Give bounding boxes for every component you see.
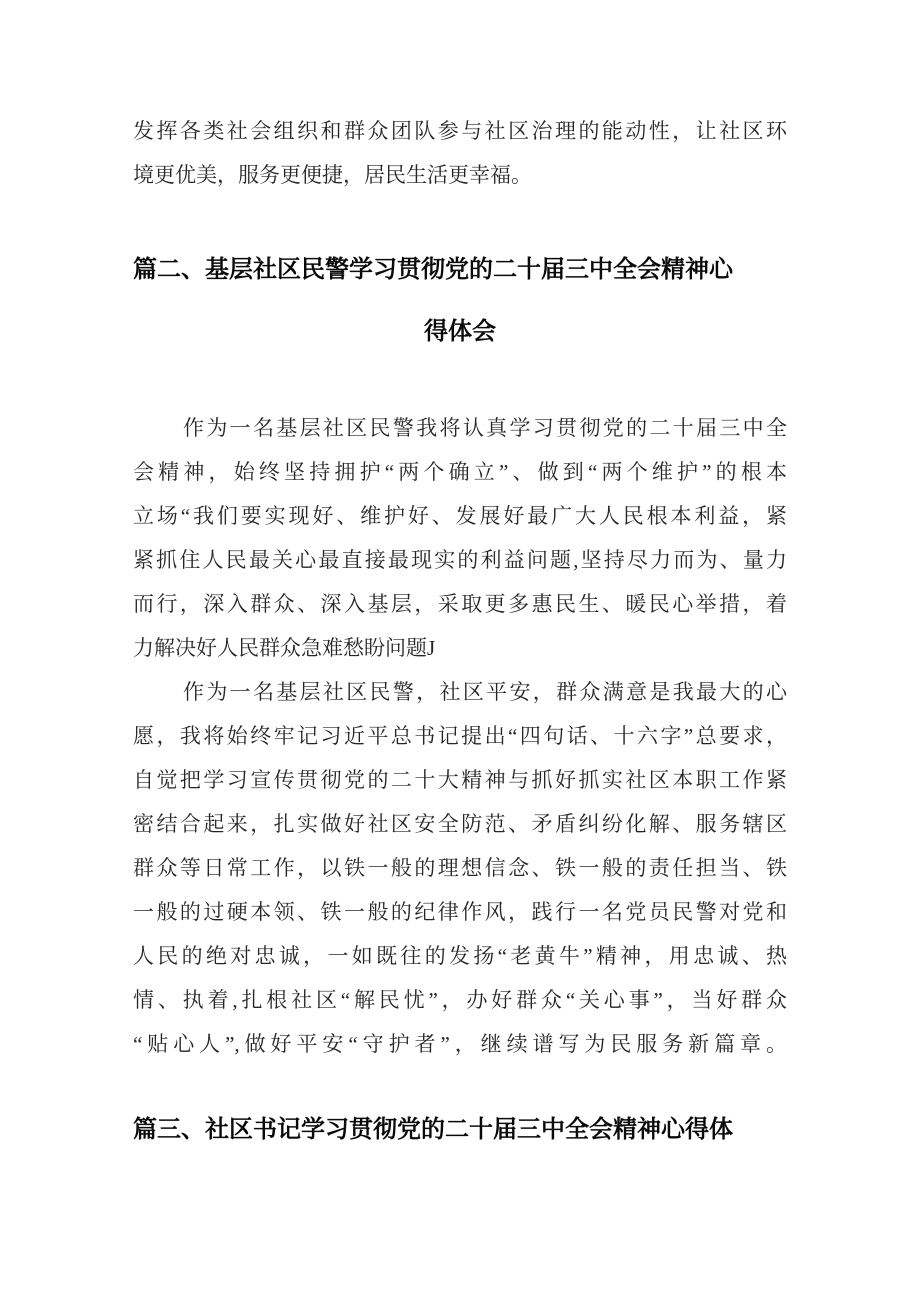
text-line: 紧抓住人民最关心最直接最现实的利益问题,坚持尽力而为、量力: [133, 548, 787, 572]
text-line: 而行，深入群众、深入基层，采取更多惠民生、暖民心举措，着: [133, 592, 787, 616]
section-heading-2: [133, 239, 787, 363]
text-line: 群众等日常工作，以铁一般的理想信念、铁一般的责任担当、铁: [133, 856, 787, 880]
text-line: 自觉把学习宣传贯彻党的二十大精神与抓好抓实社区本职工作紧: [133, 768, 787, 792]
text-line: 发挥各类社会组织和群众团队参与社区治理的能动性，让社区环: [133, 119, 787, 143]
heading-line: 篇三、社区书记学习贯彻党的二十届三中全会精神心得体: [133, 1116, 733, 1143]
paragraph-1: [133, 406, 787, 670]
heading-line: 篇二、基层社区民警学习贯彻党的二十届三中全会精神心: [133, 256, 733, 283]
text-line: 一般的过硬本领、铁一般的纪律作风，践行一名党员民警对党和: [133, 900, 787, 924]
text-line: 作为一名基层社区民警我将认真学习贯彻党的二十届三中全: [183, 416, 787, 440]
heading-line: 得体会: [424, 318, 496, 345]
text-line: 力解决好人民群众急难愁盼问题J: [133, 636, 436, 660]
text-line: 作为一名基层社区民警，社区平安，群众满意是我最大的心: [183, 680, 787, 704]
text-line: 密结合起来，扎实做好社区安全防范、矛盾纠纷化解、服务辖区: [133, 812, 787, 836]
text-line: 情、执着,扎根社区“解民忧”，办好群众“关心事”，当好群众: [133, 988, 787, 1012]
paragraph-2: [133, 670, 787, 1066]
text-line: 立场“我们要实现好、维护好、发展好最广大人民根本利益，紧: [133, 504, 787, 528]
section-heading-3: [133, 1099, 787, 1161]
text-line: 会精神，始终坚持拥护“两个确立”、做到“两个维护”的根本: [133, 460, 787, 484]
text-line: 人民的绝对忠诚，一如既往的发扬“老黄牛”精神，用忠诚、热: [133, 944, 787, 968]
paragraph-fragment: [133, 109, 787, 197]
text-line: 境更优美，服务更便捷，居民生活更幸福。: [133, 163, 532, 187]
text-line: “贴心人”,做好平安“守护者”，继续谱写为民服务新篇章。: [133, 1032, 787, 1056]
text-line: 愿，我将始终牢记习近平总书记提出“四句话、十六字”总要求，: [133, 724, 787, 748]
